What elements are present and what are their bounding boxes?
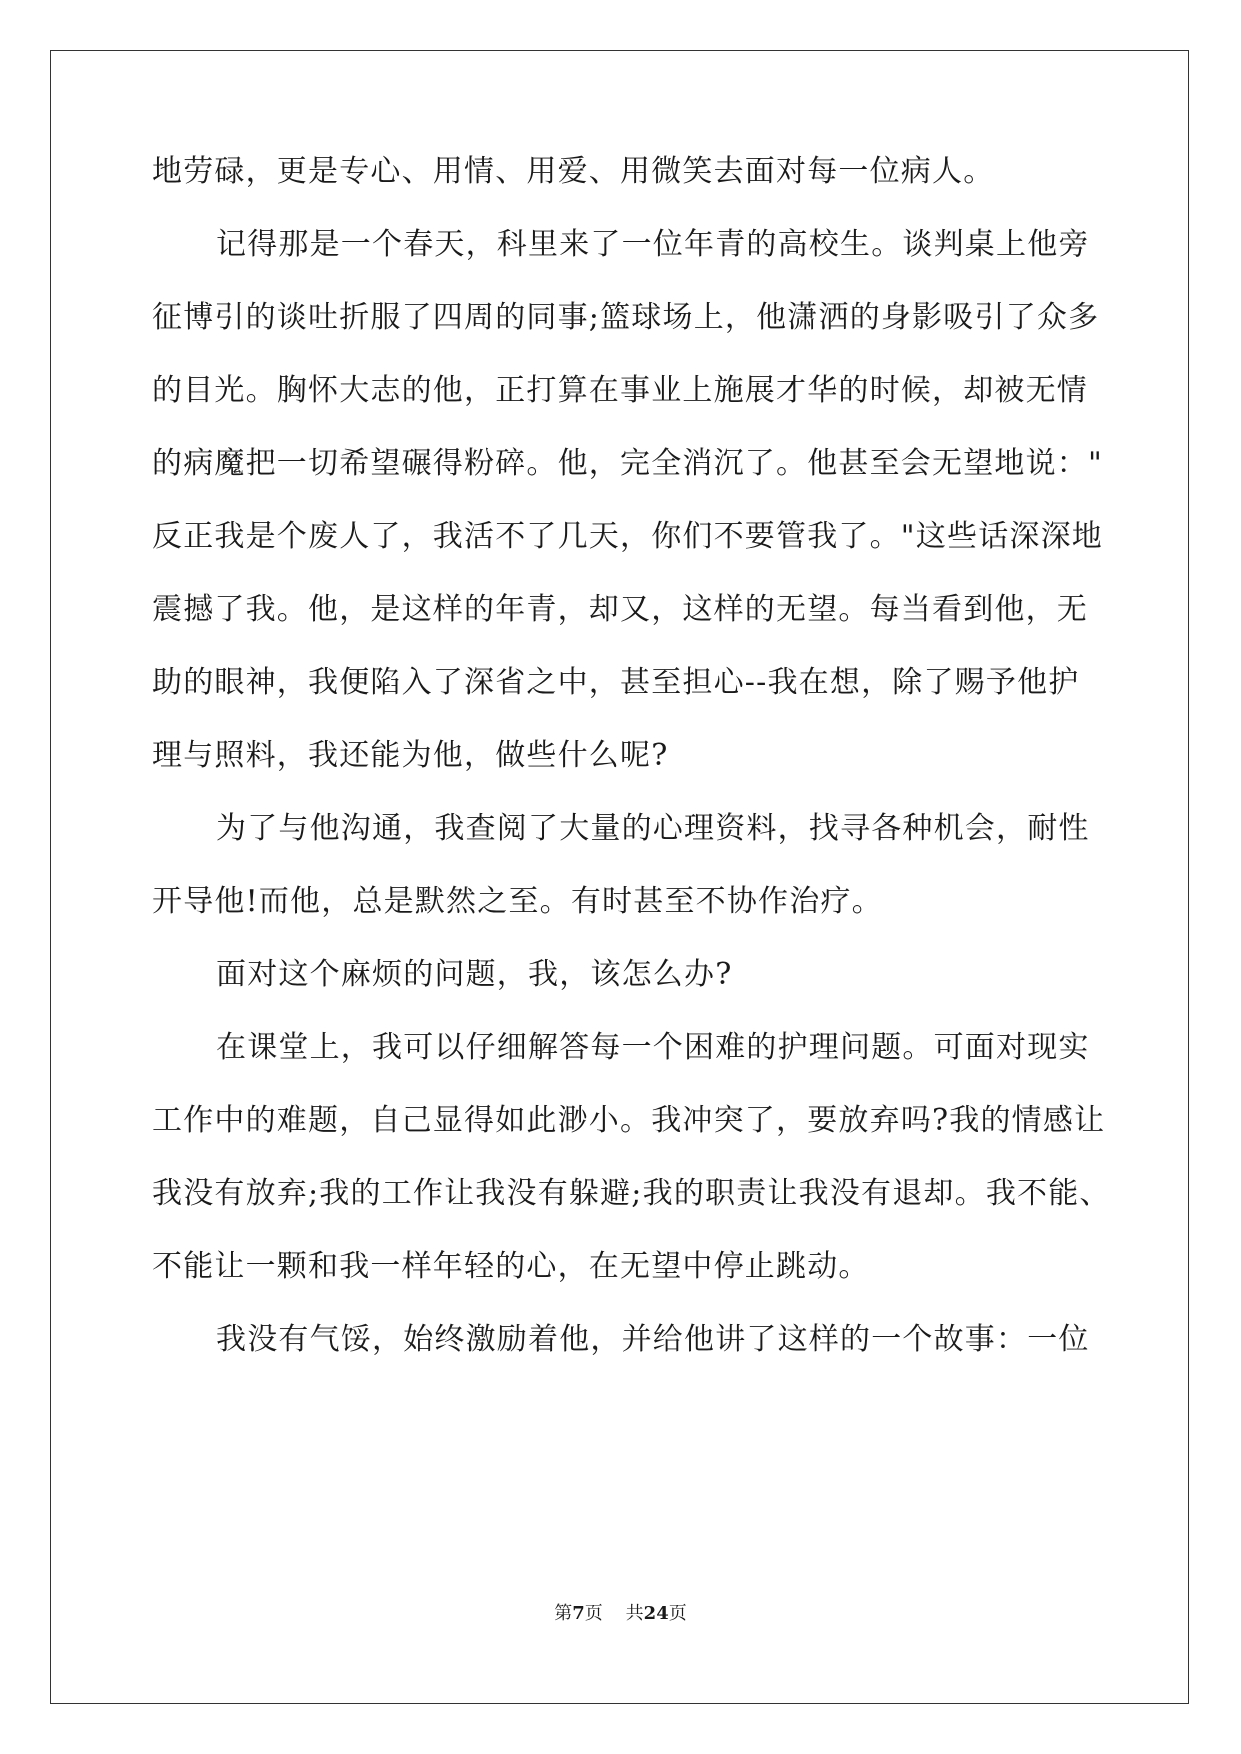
paragraph-first-line: 在课堂上，我可以仔细解答每一个困难的护理问题。可面对现实 xyxy=(216,1030,1090,1065)
footer-prefix: 第 xyxy=(554,1603,573,1624)
text-line: 工作中的难题，自己显得如此渺小。我冲突了，要放弃吗?我的情感让 xyxy=(152,1103,1106,1138)
paragraph-first-line: 面对这个麻烦的问题，我，该怎么办? xyxy=(216,957,733,992)
text-line: 震撼了我。他，是这样的年青，却又，这样的无望。每当看到他，无 xyxy=(152,592,1088,627)
footer-suffix: 页 xyxy=(668,1603,687,1624)
text-line: 反正我是个废人了，我活不了几天，你们不要管我了。"这些话深深地 xyxy=(152,519,1103,554)
text-line: 的目光。胸怀大志的他，正打算在事业上施展才华的时候，却被无情 xyxy=(152,373,1088,408)
paragraph-first-line: 我没有气馁，始终激励着他，并给他讲了这样的一个故事：一位 xyxy=(216,1322,1090,1357)
text-line: 理与照料，我还能为他，做些什么呢? xyxy=(152,738,669,773)
text-line: 不能让一颗和我一样年轻的心，在无望中停止跳动。 xyxy=(152,1249,870,1284)
text-line: 征博引的谈吐折服了四周的同事;篮球场上，他潇洒的身影吸引了众多 xyxy=(152,300,1100,335)
page-footer xyxy=(0,1602,1241,1626)
text-line: 助的眼神，我便陷入了深省之中，甚至担心--我在想，除了赐予他护 xyxy=(152,665,1080,700)
footer-middle: 页 共 xyxy=(584,1603,644,1624)
page-number: 7 xyxy=(572,1603,585,1624)
text-line: 我没有放弃;我的工作让我没有躲避;我的职责让我没有退却。我不能、 xyxy=(152,1176,1111,1211)
text-line: 开导他!而他，总是默然之至。有时甚至不协作治疗。 xyxy=(152,884,883,919)
text-line: 的病魔把一切希望碾得粉碎。他，完全消沉了。他甚至会无望地说：" xyxy=(152,446,1103,481)
paragraph-first-line: 记得那是一个春天，科里来了一位年青的高校生。谈判桌上他旁 xyxy=(216,227,1090,262)
total-pages: 24 xyxy=(643,1603,669,1624)
paragraph-first-line: 为了与他沟通，我查阅了大量的心理资料，找寻各种机会，耐性 xyxy=(216,811,1090,846)
text-line: 地劳碌，更是专心、用情、用爱、用微笑去面对每一位病人。 xyxy=(152,154,995,189)
